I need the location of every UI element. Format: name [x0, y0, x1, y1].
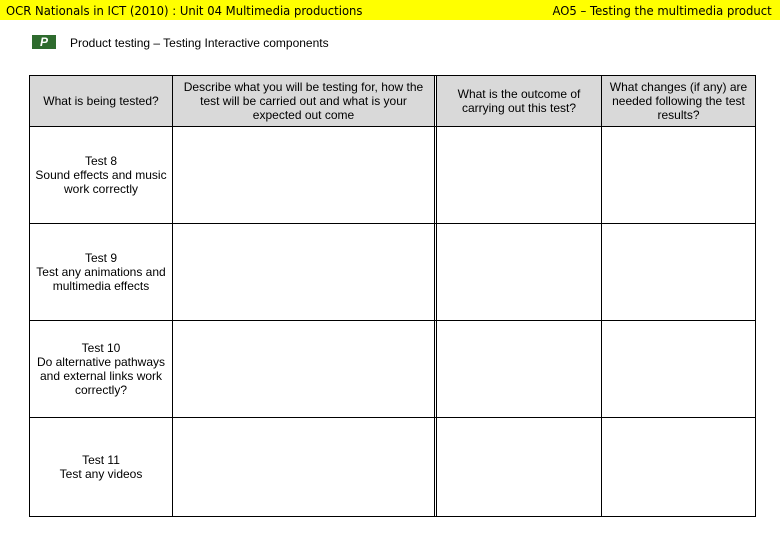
outcome-cell[interactable] — [437, 127, 602, 224]
section-title: AO5 – Testing the multimedia product — [552, 3, 772, 18]
test-description: Do alternative pathways and external links work correctly? — [36, 355, 166, 397]
header-bar — [0, 0, 780, 20]
test-number: Test 11 — [82, 453, 120, 467]
page-subtitle: Product testing – Testing Interactive components — [70, 36, 329, 50]
changes-cell[interactable] — [602, 127, 756, 224]
product-logo-icon: P — [32, 35, 56, 49]
test-cell — [30, 418, 173, 517]
outcome-cell[interactable] — [437, 418, 602, 517]
test-cell — [30, 127, 173, 224]
test-number: Test 9 — [84, 251, 117, 265]
describe-cell[interactable] — [173, 321, 435, 418]
test-cell — [30, 224, 173, 321]
outcome-cell[interactable] — [437, 321, 602, 418]
column-header-outcome: What is the outcome of carrying out this test? — [437, 76, 602, 127]
table-row — [30, 418, 756, 517]
test-cell — [30, 321, 173, 418]
table-row — [30, 321, 756, 418]
table-header-row — [30, 76, 756, 127]
test-number: Test 8 — [84, 154, 117, 168]
table-row — [30, 127, 756, 224]
test-description: Test any videos — [59, 467, 143, 481]
table-row — [30, 224, 756, 321]
column-header-changes: What changes (if any) are needed following the test results? — [602, 76, 756, 127]
course-title: OCR Nationals in ICT (2010) : Unit 04 Multimedia productions — [6, 3, 363, 18]
changes-cell[interactable] — [602, 418, 756, 517]
column-header-describe: Describe what you will be testing for, how the test will be carried out and what is your expected out come — [173, 76, 435, 127]
changes-cell[interactable] — [602, 321, 756, 418]
column-header-tested: What is being tested? — [30, 76, 173, 127]
changes-cell[interactable] — [602, 224, 756, 321]
describe-cell[interactable] — [173, 418, 435, 517]
describe-cell[interactable] — [173, 127, 435, 224]
test-description: Sound effects and music work correctly — [35, 168, 167, 196]
test-number: Test 10 — [81, 341, 121, 355]
testing-table — [29, 75, 756, 517]
outcome-cell[interactable] — [437, 224, 602, 321]
test-description: Test any animations and multimedia effects — [36, 265, 166, 293]
describe-cell[interactable] — [173, 224, 435, 321]
